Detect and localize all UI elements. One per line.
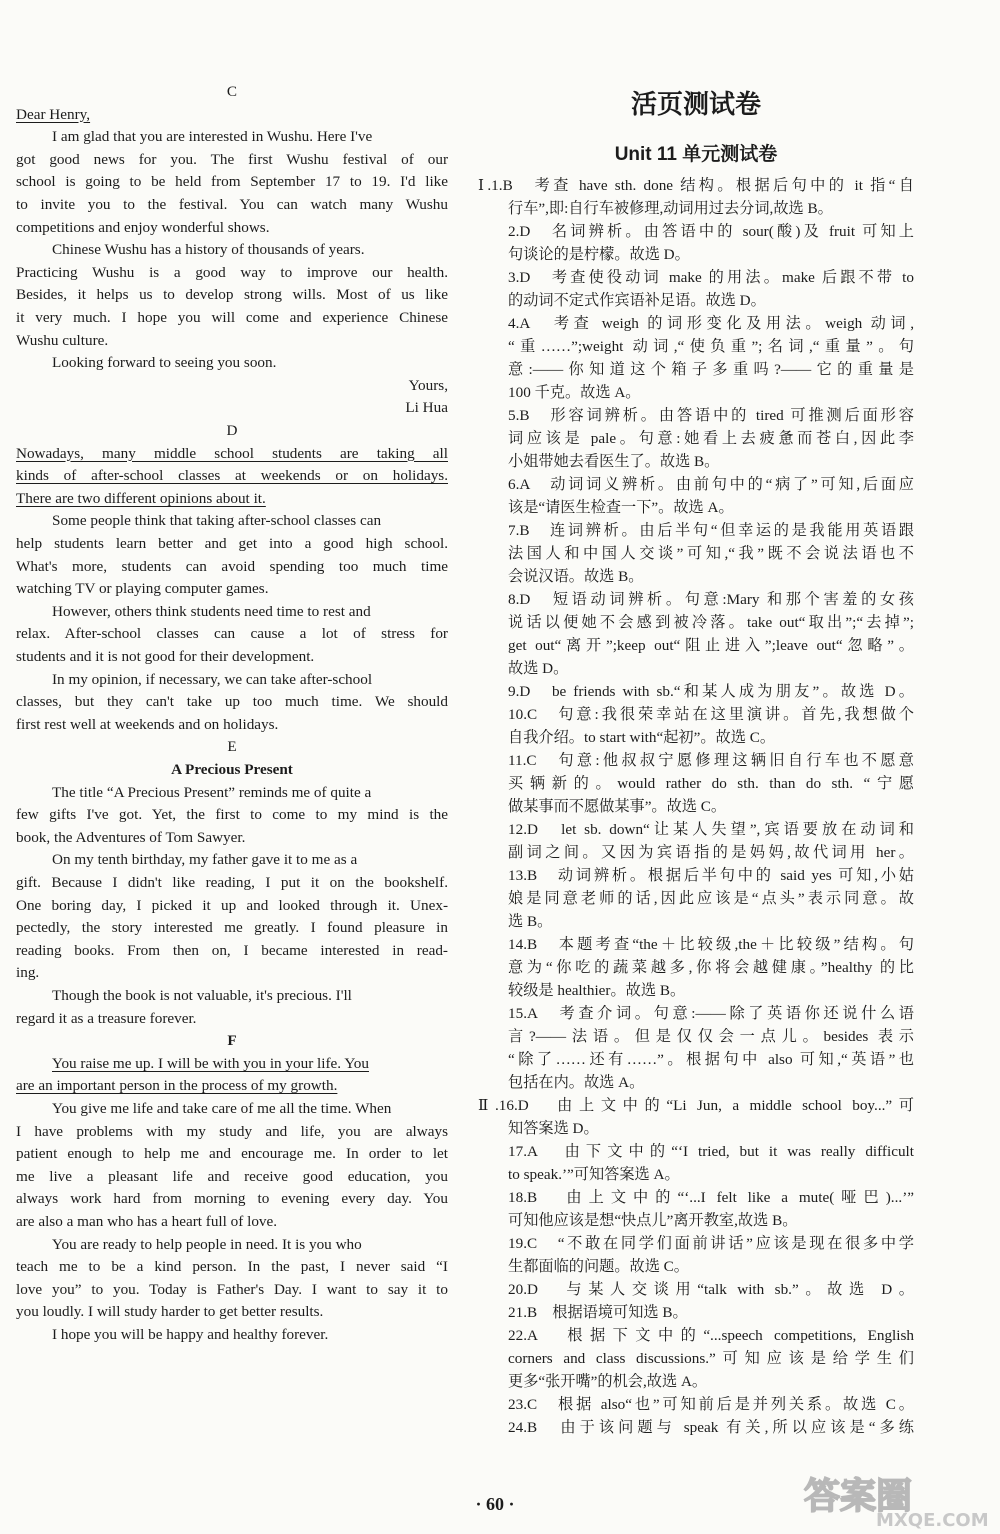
passage-line xyxy=(16,781,448,805)
line-text: You give me life and take care of me all the time. When xyxy=(52,1100,392,1117)
answer-line xyxy=(478,565,914,589)
passage-line xyxy=(16,193,448,217)
line-text: 2.D 名词辨析。由答语中的 sour(酸)及 fruit 可知上 xyxy=(508,223,914,240)
answer-line xyxy=(478,657,914,681)
passage-line xyxy=(16,622,448,646)
answer-line xyxy=(478,588,914,612)
line-text: help students learn better and get into a good high school. xyxy=(16,535,448,552)
answer-line xyxy=(478,542,914,566)
line-text: 副词之间。又因为宾语指的是妈妈,故代词用 her。 xyxy=(508,844,914,861)
answer-line xyxy=(478,703,914,727)
passage-line xyxy=(16,1074,448,1098)
passage-line xyxy=(16,170,448,194)
passage-line xyxy=(16,577,448,601)
line-text: 意为“你吃的蔬菜越多,你将会越健康。”healthy 的比 xyxy=(508,959,914,976)
line-text: 故选 D。 xyxy=(508,660,569,677)
line-text: I hope you will be happy and healthy forever. xyxy=(52,1326,329,1343)
line-text: 17.A 由下文中的“‘I tried, but it was really difficult xyxy=(508,1143,914,1160)
line-text: 7.B 连词辨析。由后半句“但幸运的是我能用英语跟 xyxy=(508,522,914,539)
passage-line xyxy=(16,645,448,669)
answer-line xyxy=(478,1393,914,1417)
answer-line xyxy=(478,358,914,382)
answer-line xyxy=(478,634,914,658)
passage-line xyxy=(16,848,448,872)
line-text: it very much. I hope you will come and experience Chinese xyxy=(16,309,448,326)
line-text: Chinese Wushu has a history of thousands of years. xyxy=(52,241,365,259)
answer-line xyxy=(478,1416,914,1440)
answer-line xyxy=(478,1255,914,1279)
passage-line xyxy=(16,600,448,624)
line-text: love you” to you. Today is Father's Day. I want to say it to xyxy=(16,1280,448,1298)
line-text: Nowadays, many middle school students are taking all xyxy=(16,444,448,462)
passage-line xyxy=(16,1210,448,1234)
line-text: Besides, it helps us to develop strong wills. Most of us like xyxy=(16,286,448,304)
line-text: 18.B 由上文中的“‘...I felt like a mute(哑巴)...’” xyxy=(508,1189,914,1206)
passage-line xyxy=(16,1187,448,1211)
answer-line xyxy=(478,1002,914,1026)
line-text: 可知他应该是想“快点儿”离开教室,故选 B。 xyxy=(508,1212,798,1229)
line-text: 更多“张开嘴”的机会,故选 A。 xyxy=(508,1373,708,1390)
line-text: ing. xyxy=(16,964,40,982)
line-text: Ⅰ.1.B 考查 have sth. done 结构。根据后句中的 it 指“自 xyxy=(478,177,914,194)
line-text: 言?——法语。但是仅仅会一点儿。besides 表示 xyxy=(508,1028,914,1045)
passage-line xyxy=(16,735,448,759)
line-text: 会说汉语。故选 B。 xyxy=(508,568,644,585)
passage-line xyxy=(16,1300,448,1324)
answer-line xyxy=(478,220,914,244)
line-text: 19.C “不敢在同学们面前讲话”应该是现在很多中学 xyxy=(508,1235,914,1252)
passage-line xyxy=(16,894,448,918)
watermark-text: 答案圈 xyxy=(804,1476,913,1517)
answer-line xyxy=(478,1048,914,1072)
answer-line xyxy=(478,795,914,819)
answer-line xyxy=(478,174,914,198)
passage-line xyxy=(16,487,448,511)
passage-line xyxy=(16,961,448,985)
passage-line xyxy=(16,125,448,149)
line-text: 5.B 形容词辨析。由答语中的 tired 可推测后面形容 xyxy=(508,407,914,424)
answer-line xyxy=(478,864,914,888)
line-text: 的动词不定式作宾语补足语。故选 D。 xyxy=(508,292,766,309)
answer-line xyxy=(478,1232,914,1256)
line-text: classes, but they can't take up too much time. We should xyxy=(16,693,448,711)
line-text: 自我介绍。to start with“起初”。故选 C。 xyxy=(508,729,776,746)
line-text: few gifts I've got. Yet, the first to come to my mind is the xyxy=(16,806,448,824)
line-text: One boring day, I picked it up and looked through it. Unex- xyxy=(16,896,448,914)
passage-line xyxy=(16,103,448,127)
line-text: are also a man who has a heart full of love. xyxy=(16,1213,278,1230)
answer-line xyxy=(478,197,914,221)
answer-line xyxy=(478,427,914,451)
passage-line xyxy=(16,758,448,782)
answer-line xyxy=(478,289,914,313)
line-text: 买辆新的。would rather do sth. than do sth. “宁愿 xyxy=(508,775,914,792)
passage-line xyxy=(16,1029,448,1053)
passage-line xyxy=(16,871,448,895)
line-text: 做某事而不愿做某事”。故选 C。 xyxy=(508,798,727,815)
passage-line xyxy=(16,238,448,262)
line-text: In my opinion, if necessary, we can take after-school xyxy=(52,670,373,688)
answer-line xyxy=(478,335,914,359)
answer-line xyxy=(478,910,914,934)
passage-line xyxy=(16,509,448,533)
line-text: 13.B 动词辨析。根据后半句中的 said yes 可知,小姑 xyxy=(508,867,914,884)
line-text: relax. After-school classes can cause a lot of stress for xyxy=(16,625,448,643)
line-text: got good news for you. The first Wushu festival of our xyxy=(16,150,448,168)
line-text: to invite you to the festival. You can watch many Wushu xyxy=(16,196,448,213)
answer-line xyxy=(478,611,914,635)
passage-line xyxy=(16,374,448,398)
answer-line xyxy=(478,772,914,796)
passage-line xyxy=(16,1255,448,1279)
line-text: You raise me up. I will be with you in your life. You xyxy=(52,1054,369,1072)
line-text: On my tenth birthday, my father gave it to me as a xyxy=(52,851,358,869)
passage-line xyxy=(16,690,448,714)
line-text: kinds of after-school classes at weekends or on holidays. xyxy=(16,467,448,485)
passage-line xyxy=(16,939,448,963)
line-text: F xyxy=(227,1032,237,1050)
passage-line xyxy=(16,1323,448,1347)
line-text: 11.C 句意:他叔叔宁愿修理这辆旧自行车也不愿意 xyxy=(508,752,914,769)
page-title: 活页测试卷 xyxy=(630,90,761,119)
line-text: 生都面临的问题。故选 C。 xyxy=(508,1258,689,1275)
passage-line xyxy=(16,532,448,556)
passage-line xyxy=(16,1233,448,1257)
line-text: There are two different opinions about it. xyxy=(16,489,266,507)
line-text: C xyxy=(226,83,238,100)
line-text: students and it is not good for their development. xyxy=(16,648,315,665)
line-text: are an important person in the process of my growth. xyxy=(16,1077,338,1095)
line-text: Practicing Wushu is a good way to improve our health. xyxy=(16,263,448,281)
answer-line xyxy=(478,450,914,474)
passage-line xyxy=(16,442,448,466)
passage-line xyxy=(16,148,448,172)
watermark-url: MXQE.COM xyxy=(876,1510,989,1530)
line-text: 法国人和中国人交谈”可知,“我”既不会说法语也不 xyxy=(508,545,914,562)
answer-line xyxy=(478,956,914,980)
passage-line xyxy=(16,396,448,420)
answer-line xyxy=(478,841,914,865)
passage-line xyxy=(16,329,448,353)
line-text: to speak.’”可知答案选 A。 xyxy=(508,1166,680,1183)
line-text: gift. Because I didn't like reading, I put it on the bookshelf. xyxy=(16,874,448,891)
line-text: 选 B。 xyxy=(508,913,553,930)
answer-line xyxy=(478,473,914,497)
line-text: Looking forward to seeing you soon. xyxy=(52,354,277,372)
answer-line xyxy=(478,243,914,267)
line-text: get out“离开”;keep out“阻止进入”;leave out“忽略”。 xyxy=(508,637,914,654)
line-text: 8.D 短语动词辨析。句意:Mary 和那个害羞的女孩 xyxy=(508,591,914,608)
line-text: “重……”;weight 动词,“使负重”;名词,“重量”。句 xyxy=(508,338,914,355)
answer-line xyxy=(478,1324,914,1348)
line-text: 4.A 考查 weigh 的词形变化及用法。weigh 动词, xyxy=(508,315,914,332)
answer-line xyxy=(478,1140,914,1164)
answer-line xyxy=(478,1071,914,1095)
passage-line xyxy=(16,803,448,827)
line-text: regard it as a treasure forever. xyxy=(16,1009,197,1027)
passage-line xyxy=(16,1165,448,1189)
passage-line xyxy=(16,668,448,692)
line-text: you loudly. I will study harder to get better results. xyxy=(16,1303,324,1321)
line-text: 较级是 healthier。故选 B。 xyxy=(508,982,686,999)
line-text: corners and class discussions.”可知应该是给学生们 xyxy=(508,1350,914,1367)
passage-line xyxy=(16,1142,448,1166)
answer-line xyxy=(478,1209,914,1233)
answer-line xyxy=(478,312,914,336)
line-text: me live a pleasant life and receive good education, you xyxy=(16,1167,448,1185)
passage-line xyxy=(16,80,448,104)
passage-line xyxy=(16,306,448,330)
answer-line xyxy=(478,404,914,428)
watermark-logo xyxy=(796,1470,996,1530)
line-text: A Precious Present xyxy=(171,761,293,778)
answer-line xyxy=(478,749,914,773)
line-text: Some people think that taking after-school classes can xyxy=(52,512,382,530)
line-text: 词应该是 pale。句意:她看上去疲惫而苍白,因此李 xyxy=(508,430,914,447)
answer-line xyxy=(478,1347,914,1371)
line-text: 100 千克。故选 A。 xyxy=(508,384,641,401)
line-text: competitions and enjoy wonderful shows. xyxy=(16,218,270,236)
answer-line xyxy=(478,1278,914,1302)
answer-line xyxy=(478,933,914,957)
line-text: watching TV or playing computer games. xyxy=(16,580,269,598)
line-text: 9.D be friends with sb.“和某人成为朋友”。故选 D。 xyxy=(508,683,914,700)
answer-line xyxy=(478,1025,914,1049)
passage-line xyxy=(16,1097,448,1121)
answer-line xyxy=(478,680,914,704)
passage-line xyxy=(16,216,448,240)
line-text: teach me to be a kind person. In the past, I never said “I xyxy=(16,1258,448,1276)
answer-line xyxy=(478,1117,914,1141)
answer-line xyxy=(478,726,914,750)
line-text: first rest well at weekends and on holidays. xyxy=(16,715,279,733)
page-number: · 60 · xyxy=(475,1494,515,1514)
line-text: 包括在内。故选 A。 xyxy=(508,1074,645,1091)
line-text: Yours, xyxy=(408,376,448,394)
line-text: I have problems with my study and life, you are always xyxy=(16,1122,448,1140)
line-text: The title “A Precious Present” reminds me of quite a xyxy=(52,783,372,801)
line-text: 21.B 根据语境可知选 B。 xyxy=(508,1304,688,1321)
line-text: Though the book is not valuable, it's precious. I'll xyxy=(52,987,352,1004)
line-text: 20.D 与某人交谈用“talk with sb.”。故选 D。 xyxy=(508,1281,914,1298)
passage-line xyxy=(16,1007,448,1031)
passage-line xyxy=(16,1052,448,1076)
line-text: Wushu culture. xyxy=(16,331,109,349)
answer-line xyxy=(478,1301,914,1325)
line-text: Dear Henry, xyxy=(16,105,91,123)
passage-line xyxy=(16,464,448,488)
line-text: 24.B 由于该问题与 speak 有关,所以应该是“多练 xyxy=(508,1419,914,1436)
line-text: 句谈论的是柠檬。故选 D。 xyxy=(508,246,690,263)
passage-line xyxy=(16,261,448,285)
line-text: school is going to be held from September 17 to 19. I'd like xyxy=(16,173,448,191)
answer-line xyxy=(478,1186,914,1210)
line-text: I am glad that you are interested in Wushu. Here I've xyxy=(52,128,373,146)
line-text: 23.C 根据 also“也”可知前后是并列关系。故选 C。 xyxy=(508,1396,914,1413)
line-text: However, others think students need time to rest and xyxy=(52,602,371,620)
line-text: D xyxy=(226,422,238,439)
answer-line xyxy=(478,1094,914,1118)
passage-line xyxy=(16,916,448,940)
passage-line xyxy=(16,1278,448,1302)
passage-line xyxy=(16,283,448,307)
passage-line xyxy=(16,713,448,737)
line-text: 该是“请医生检查一下”。故选 A。 xyxy=(508,499,734,516)
line-text: 说话以便她不会感到被冷落。take out“取出”;“去掉”; xyxy=(508,614,914,631)
passage-line xyxy=(16,984,448,1008)
line-text: 15.A 考查介词。句意:——除了英语你还说什么语 xyxy=(508,1005,914,1022)
line-text: 12.D let sb. down“让某人失望”,宾语要放在动词和 xyxy=(508,821,914,838)
line-text: 3.D 考查使役动词 make 的用法。make 后跟不带 to xyxy=(508,269,914,286)
unit-test-subtitle: Unit 11 单元测试卷 xyxy=(614,144,778,165)
answer-line xyxy=(478,266,914,290)
answer-line xyxy=(478,1370,914,1394)
line-text: 知答案选 D。 xyxy=(508,1120,599,1137)
line-text: 22.A 根据下文中的“...speech competitions, English xyxy=(508,1327,914,1344)
passage-line xyxy=(16,1120,448,1144)
line-text: reading books. From then on, I became interested in read- xyxy=(16,941,448,959)
line-text: You are ready to help people in need. It is you who xyxy=(52,1235,362,1253)
line-text: 意:——你知道这个箱子多重吗?——它的重量是 xyxy=(508,361,914,378)
line-text: What's more, students can avoid spending too much time xyxy=(16,557,448,575)
passage-line xyxy=(16,419,448,443)
line-text: patient enough to help me and encourage me. In order to let xyxy=(16,1145,448,1163)
passage-line xyxy=(16,351,448,375)
line-text: 行车”,即:自行车被修理,动词用过去分词,故选 B。 xyxy=(508,200,833,217)
line-text: Li Hua xyxy=(405,399,448,417)
line-text: 小姐带她去看医生了。故选 B。 xyxy=(508,453,720,470)
line-text: “除了……还有……”。根据句中 also 可知,“英语”也 xyxy=(508,1051,914,1068)
passage-line xyxy=(16,826,448,850)
answer-line xyxy=(478,519,914,543)
line-text: 10.C 句意:我很荣幸站在这里演讲。首先,我想做个 xyxy=(508,706,914,723)
answer-line xyxy=(478,496,914,520)
answer-line xyxy=(478,818,914,842)
line-text: Ⅱ.16.D 由上文中的“Li Jun, a middle school boy...”可 xyxy=(478,1097,914,1114)
line-text: 娘是同意老师的话,因此应该是“点头”表示同意。故 xyxy=(508,890,914,907)
line-text: 6.A 动词词义辨析。由前句中的“病了”可知,后面应 xyxy=(508,476,914,493)
answer-line xyxy=(478,979,914,1003)
line-text: always work hard from morning to evening every day. You xyxy=(16,1190,448,1208)
line-text: E xyxy=(227,738,237,756)
answer-line xyxy=(478,1163,914,1187)
line-text: book, the Adventures of Tom Sawyer. xyxy=(16,828,246,846)
line-text: 14.B 本题考查“the＋比较级,the＋比较级”结构。句 xyxy=(508,936,914,953)
passage-line xyxy=(16,555,448,579)
line-text: pectedly, the story interested me greatly. I found pleasure in xyxy=(16,919,448,937)
answer-line xyxy=(478,381,914,405)
answer-line xyxy=(478,887,914,911)
